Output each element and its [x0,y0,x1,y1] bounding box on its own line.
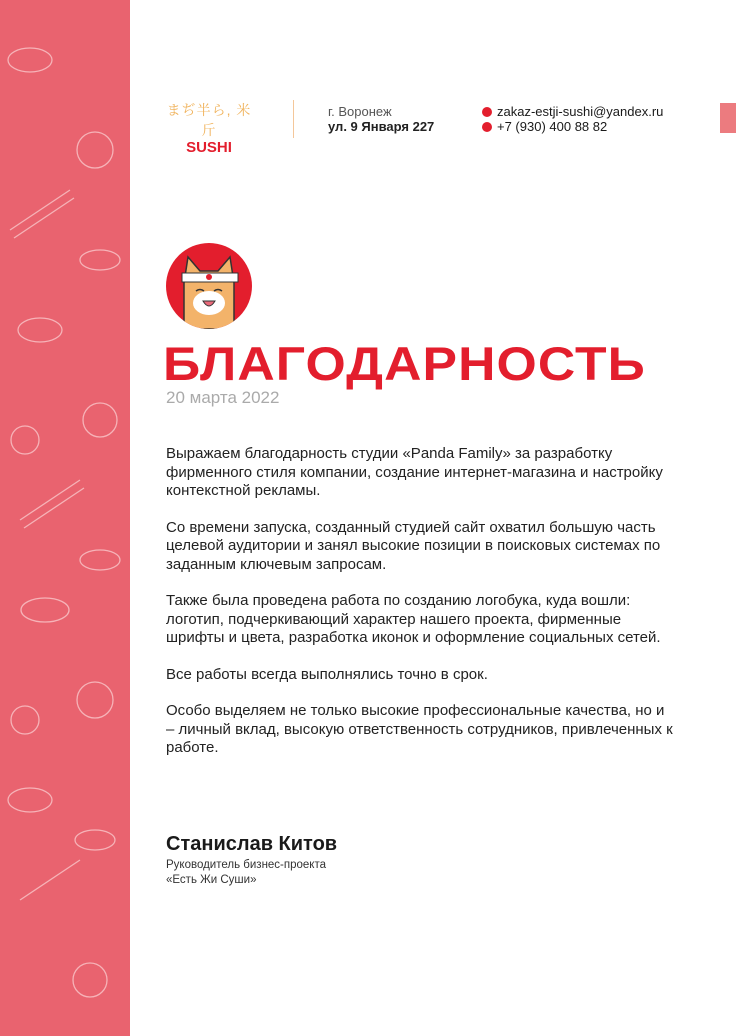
company-logo [164,100,254,156]
phone-contact [482,119,607,134]
page-title: БЛАГОДАРНОСТЬ [163,337,646,390]
signer-company: «Есть Жи Суши» [166,874,257,886]
paragraph: Особо выделяем не только высокие профессиональные качества, но и – личный вклад, высокую ответственность сотрудников, привлеченных к работе. [166,702,673,756]
email-text[interactable]: zakaz-estji-sushi@yandex.ru [497,104,664,119]
letter-body [166,445,676,776]
address-street: ул. 9 Января 227 [328,119,435,134]
signer-name: Станислав Китов [166,833,338,855]
email-contact [482,104,663,119]
header-divider [293,100,294,138]
paragraph: Также была проведена работа по созданию логобука, куда вошли: логотип, подчеркивающий характер нашего проекта, фирменные шрифты и цвета, разработка иконок и оформление социальных сетей. [166,592,661,646]
decorative-tab [720,103,736,133]
phone-icon [482,122,492,132]
signer-role-line: Руководитель бизнес-проекта [166,859,327,871]
letter-date: 20 марта 2022 [166,388,280,407]
phone-text[interactable]: +7 (930) 400 88 82 [497,119,608,134]
logo-sushi-text: SUSHI [186,139,232,156]
paragraph: Со времени запуска, созданный студией сайт охватил большую часть целевой аудитории и занял высокие позиции в поисковых системах по заданным ключевым запросам. [166,518,661,573]
sushi-pattern-illustration [0,0,130,1036]
shiba-mascot-avatar [166,243,252,329]
paragraph: Все работы всегда выполнялись точно в срок. [166,665,488,683]
email-icon [482,107,492,117]
address-city: г. Воронеж [328,104,392,119]
paragraph: Выражаем благодарность студии «Panda Family» за разработку фирменного стиля компании, создание интернет-магазина и настройку контекстной рекламы. [166,445,663,499]
logo-japanese-text: まぢ半ら, ⽶⽄ [166,102,252,138]
signer-role [166,858,326,888]
sushi-pattern-sidebar [0,0,130,1036]
